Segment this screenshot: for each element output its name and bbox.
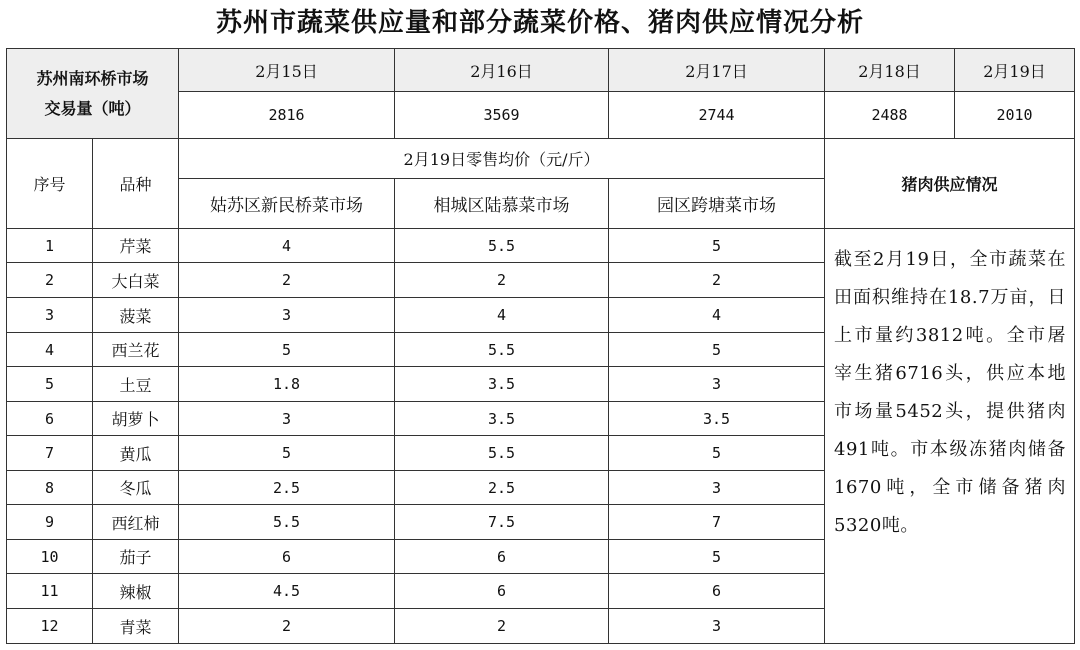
row-price-2: 2.5: [395, 471, 609, 505]
volume-date: 2月19日: [955, 49, 1075, 92]
row-price-2: 7.5: [395, 505, 609, 540]
volume-value: 2488: [825, 92, 955, 139]
row-variety: 菠菜: [93, 298, 179, 333]
volume-date: 2月16日: [395, 49, 609, 92]
row-price-3: 5: [609, 229, 825, 263]
row-price-2: 3.5: [395, 367, 609, 402]
row-price-1: 2: [179, 609, 395, 644]
supply-price-table: [6, 48, 1075, 644]
row-price-3: 3: [609, 471, 825, 505]
row-variety: 芹菜: [93, 229, 179, 263]
row-variety: 西红柿: [93, 505, 179, 540]
row-price-2: 2: [395, 609, 609, 644]
market-header: 姑苏区新民桥菜市场: [179, 179, 395, 229]
row-price-3: 3: [609, 367, 825, 402]
seq-header: 序号: [7, 139, 93, 229]
pork-supply-text: 截至2月19日，全市蔬菜在田面积维持在18.7万亩，日上市量约3812吨。全市屠宰生猪6716头，供应本地市场量5452头，提供猪肉491吨。市本级冻猪肉储备1670吨，全市储备猪肉5320吨。: [825, 229, 1075, 644]
row-seq: 7: [7, 436, 93, 471]
row-price-2: 4: [395, 298, 609, 333]
volume-value: 2010: [955, 92, 1075, 139]
row-price-2: 5.5: [395, 333, 609, 367]
row-variety: 土豆: [93, 367, 179, 402]
row-price-3: 5: [609, 540, 825, 574]
row-seq: 9: [7, 505, 93, 540]
row-price-3: 5: [609, 333, 825, 367]
row-seq: 2: [7, 263, 93, 298]
row-variety: 冬瓜: [93, 471, 179, 505]
row-price-1: 3: [179, 298, 395, 333]
row-price-3: 7: [609, 505, 825, 540]
row-price-3: 4: [609, 298, 825, 333]
row-price-1: 6: [179, 540, 395, 574]
table-row: [7, 229, 1075, 263]
volume-date: 2月17日: [609, 49, 825, 92]
volume-value: 2816: [179, 92, 395, 139]
row-price-3: 3.5: [609, 402, 825, 436]
row-variety: 青菜: [93, 609, 179, 644]
row-seq: 3: [7, 298, 93, 333]
row-price-3: 2: [609, 263, 825, 298]
row-seq: 6: [7, 402, 93, 436]
row-price-1: 5.5: [179, 505, 395, 540]
row-price-1: 5: [179, 436, 395, 471]
market-header: 相城区陆慕菜市场: [395, 179, 609, 229]
row-seq: 11: [7, 574, 93, 609]
volume-label-cell: [7, 49, 179, 139]
row-variety: 胡萝卜: [93, 402, 179, 436]
row-price-2: 2: [395, 263, 609, 298]
row-price-2: 5.5: [395, 436, 609, 471]
pork-header: 猪肉供应情况: [825, 139, 1075, 229]
row-seq: 1: [7, 229, 93, 263]
row-price-1: 2: [179, 263, 395, 298]
volume-value: 3569: [395, 92, 609, 139]
row-price-3: 3: [609, 609, 825, 644]
row-seq: 12: [7, 609, 93, 644]
row-seq: 4: [7, 333, 93, 367]
volume-label-line1: 苏州南环桥市场: [36, 68, 149, 88]
row-variety: 黄瓜: [93, 436, 179, 471]
variety-header: 品种: [93, 139, 179, 229]
row-price-1: 1.8: [179, 367, 395, 402]
row-price-2: 6: [395, 574, 609, 609]
row-seq: 5: [7, 367, 93, 402]
row-price-1: 3: [179, 402, 395, 436]
row-seq: 10: [7, 540, 93, 574]
row-price-1: 4.5: [179, 574, 395, 609]
volume-date: 2月15日: [179, 49, 395, 92]
row-price-3: 5: [609, 436, 825, 471]
page-title: 苏州市蔬菜供应量和部分蔬菜价格、猪肉供应情况分析: [215, 8, 864, 38]
volume-value: 2744: [609, 92, 825, 139]
row-price-3: 6: [609, 574, 825, 609]
price-header: 2月19日零售均价（元/斤）: [179, 139, 825, 179]
row-variety: 辣椒: [93, 574, 179, 609]
row-variety: 西兰花: [93, 333, 179, 367]
row-price-1: 2.5: [179, 471, 395, 505]
row-price-1: 4: [179, 229, 395, 263]
row-price-1: 5: [179, 333, 395, 367]
row-price-2: 6: [395, 540, 609, 574]
market-header: 园区跨塘菜市场: [609, 179, 825, 229]
row-variety: 大白菜: [93, 263, 179, 298]
volume-label-line2: 交易量（吨）: [44, 98, 141, 118]
row-seq: 8: [7, 471, 93, 505]
row-price-2: 5.5: [395, 229, 609, 263]
row-variety: 茄子: [93, 540, 179, 574]
row-price-2: 3.5: [395, 402, 609, 436]
volume-date: 2月18日: [825, 49, 955, 92]
